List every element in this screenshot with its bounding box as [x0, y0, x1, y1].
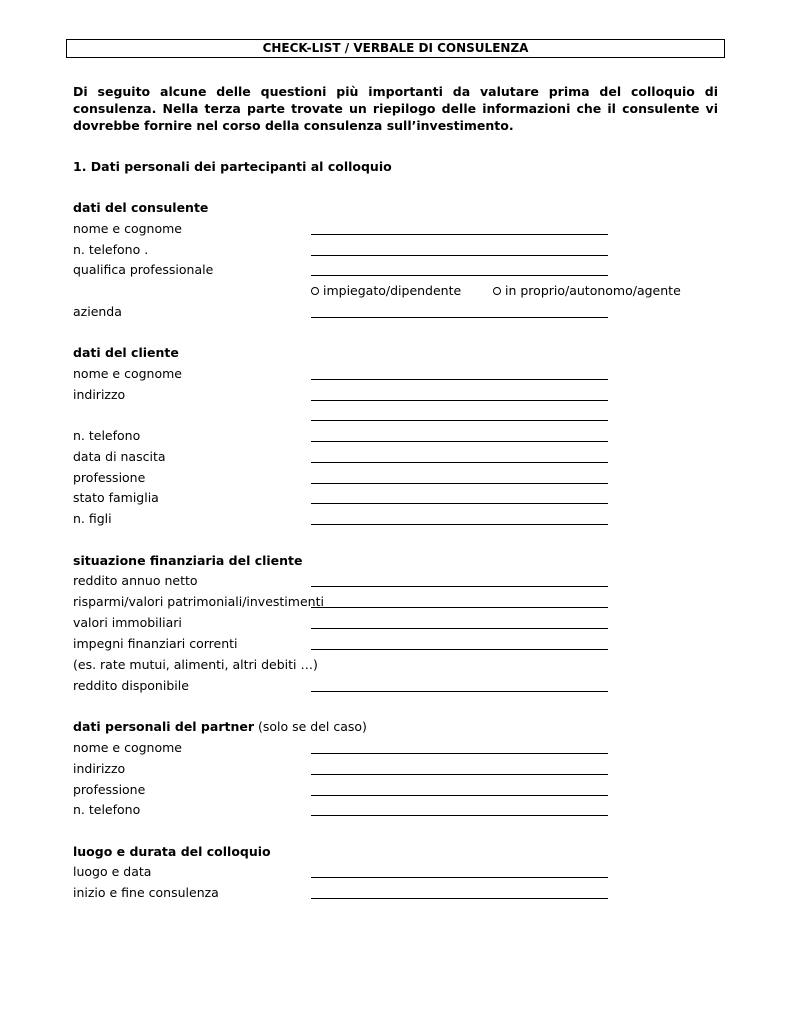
client-name-field[interactable] — [311, 379, 608, 380]
client-phone-field[interactable] — [311, 441, 608, 442]
finance-commitments-field[interactable] — [311, 649, 608, 650]
client-profession-label: professione — [73, 470, 146, 485]
consultant-phone-field[interactable] — [311, 255, 608, 256]
finance-available-field[interactable] — [311, 691, 608, 692]
consultant-name-field[interactable] — [311, 234, 608, 235]
finance-realestate-field[interactable] — [311, 628, 608, 629]
radio-circle-icon — [493, 287, 501, 295]
meeting-place-row — [73, 863, 723, 880]
client-family-row — [73, 489, 723, 506]
meeting-heading: luogo e durata del colloquio — [73, 844, 271, 859]
client-children-row — [73, 510, 723, 527]
partner-profession-label: professione — [73, 782, 146, 797]
consultant-phone-label: n. telefono . — [73, 242, 149, 257]
client-address-field-2[interactable] — [311, 420, 608, 421]
finance-savings-label: risparmi/valori patrimoniali/investimenti — [73, 594, 324, 609]
partner-phone-row — [73, 801, 723, 818]
finance-income-row — [73, 572, 723, 589]
client-birthdate-label: data di nascita — [73, 449, 166, 464]
option-selfemployed-label: in proprio/autonomo/agente — [505, 283, 681, 298]
meeting-time-label: inizio e fine consulenza — [73, 885, 219, 900]
finance-savings-row — [73, 593, 723, 610]
finance-available-row — [73, 677, 723, 694]
partner-address-row — [73, 760, 723, 777]
client-address-row — [73, 386, 723, 403]
partner-phone-field[interactable] — [311, 815, 608, 816]
consultant-qualification-row — [73, 261, 723, 278]
option-employee-label: impiegato/dipendente — [323, 283, 462, 298]
client-children-label: n. figli — [73, 511, 112, 526]
option-selfemployed[interactable] — [493, 282, 681, 299]
finance-realestate-row — [73, 614, 723, 631]
client-address-row-2 — [73, 406, 723, 423]
consultant-qualification-label: qualifica professionale — [73, 262, 214, 277]
consultant-company-row — [73, 303, 723, 320]
client-profession-row — [73, 469, 723, 486]
partner-address-label: indirizzo — [73, 761, 126, 776]
partner-name-field[interactable] — [311, 753, 608, 754]
finance-income-label: reddito annuo netto — [73, 573, 198, 588]
consultant-company-field[interactable] — [311, 317, 608, 318]
finance-commitments-row — [73, 635, 723, 652]
finance-heading: situazione finanziaria del cliente — [73, 553, 303, 568]
meeting-place-label: luogo e data — [73, 864, 152, 879]
finance-commitments-label: impegni finanziari correnti — [73, 636, 238, 651]
finance-commitments-note: (es. rate mutui, alimenti, altri debiti …) — [73, 657, 318, 672]
finance-income-field[interactable] — [311, 586, 608, 587]
radio-circle-icon — [311, 287, 319, 295]
partner-address-field[interactable] — [311, 774, 608, 775]
consultant-phone-row — [73, 241, 723, 258]
client-name-label: nome e cognome — [73, 366, 182, 381]
finance-commitments-note-row — [73, 656, 723, 673]
client-phone-row — [73, 427, 723, 444]
client-address-field[interactable] — [311, 400, 608, 401]
partner-heading: dati personali del partner (solo se del caso) — [73, 719, 367, 734]
client-children-field[interactable] — [311, 524, 608, 525]
intro-paragraph: Di seguito alcune delle questioni più importanti da valutare prima del colloquio di consulenza. Nella terza parte trovate un riepilogo delle informazioni che il consulente vi dovrebbe fornire nel corso della consulenza sull’investimento. — [73, 84, 718, 133]
partner-name-row — [73, 739, 723, 756]
page-title: CHECK-LIST / VERBALE DI CONSULENZA — [66, 39, 725, 58]
partner-name-label: nome e cognome — [73, 740, 182, 755]
client-address-label: indirizzo — [73, 387, 126, 402]
client-phone-label: n. telefono — [73, 428, 141, 443]
finance-available-label: reddito disponibile — [73, 678, 189, 693]
consultant-qualification-field[interactable] — [311, 275, 608, 276]
partner-profession-field[interactable] — [311, 795, 608, 796]
client-birthdate-field[interactable] — [311, 462, 608, 463]
partner-heading-note: (solo se del caso) — [254, 719, 367, 734]
consultant-company-label: azienda — [73, 304, 122, 319]
section-heading-1: 1. Dati personali dei partecipanti al colloquio — [73, 159, 392, 174]
finance-savings-field[interactable] — [311, 607, 608, 608]
consultant-name-label: nome e cognome — [73, 221, 182, 236]
partner-profession-row — [73, 781, 723, 798]
client-profession-field[interactable] — [311, 483, 608, 484]
consultant-name-row — [73, 220, 723, 237]
consultant-heading: dati del consulente — [73, 200, 209, 215]
client-name-row — [73, 365, 723, 382]
meeting-time-row — [73, 884, 723, 901]
client-family-label: stato famiglia — [73, 490, 159, 505]
client-family-field[interactable] — [311, 503, 608, 504]
partner-phone-label: n. telefono — [73, 802, 141, 817]
client-heading: dati del cliente — [73, 345, 179, 360]
option-employee[interactable] — [311, 282, 461, 299]
client-birthdate-row — [73, 448, 723, 465]
finance-realestate-label: valori immobiliari — [73, 615, 182, 630]
meeting-place-field[interactable] — [311, 877, 608, 878]
meeting-time-field[interactable] — [311, 898, 608, 899]
